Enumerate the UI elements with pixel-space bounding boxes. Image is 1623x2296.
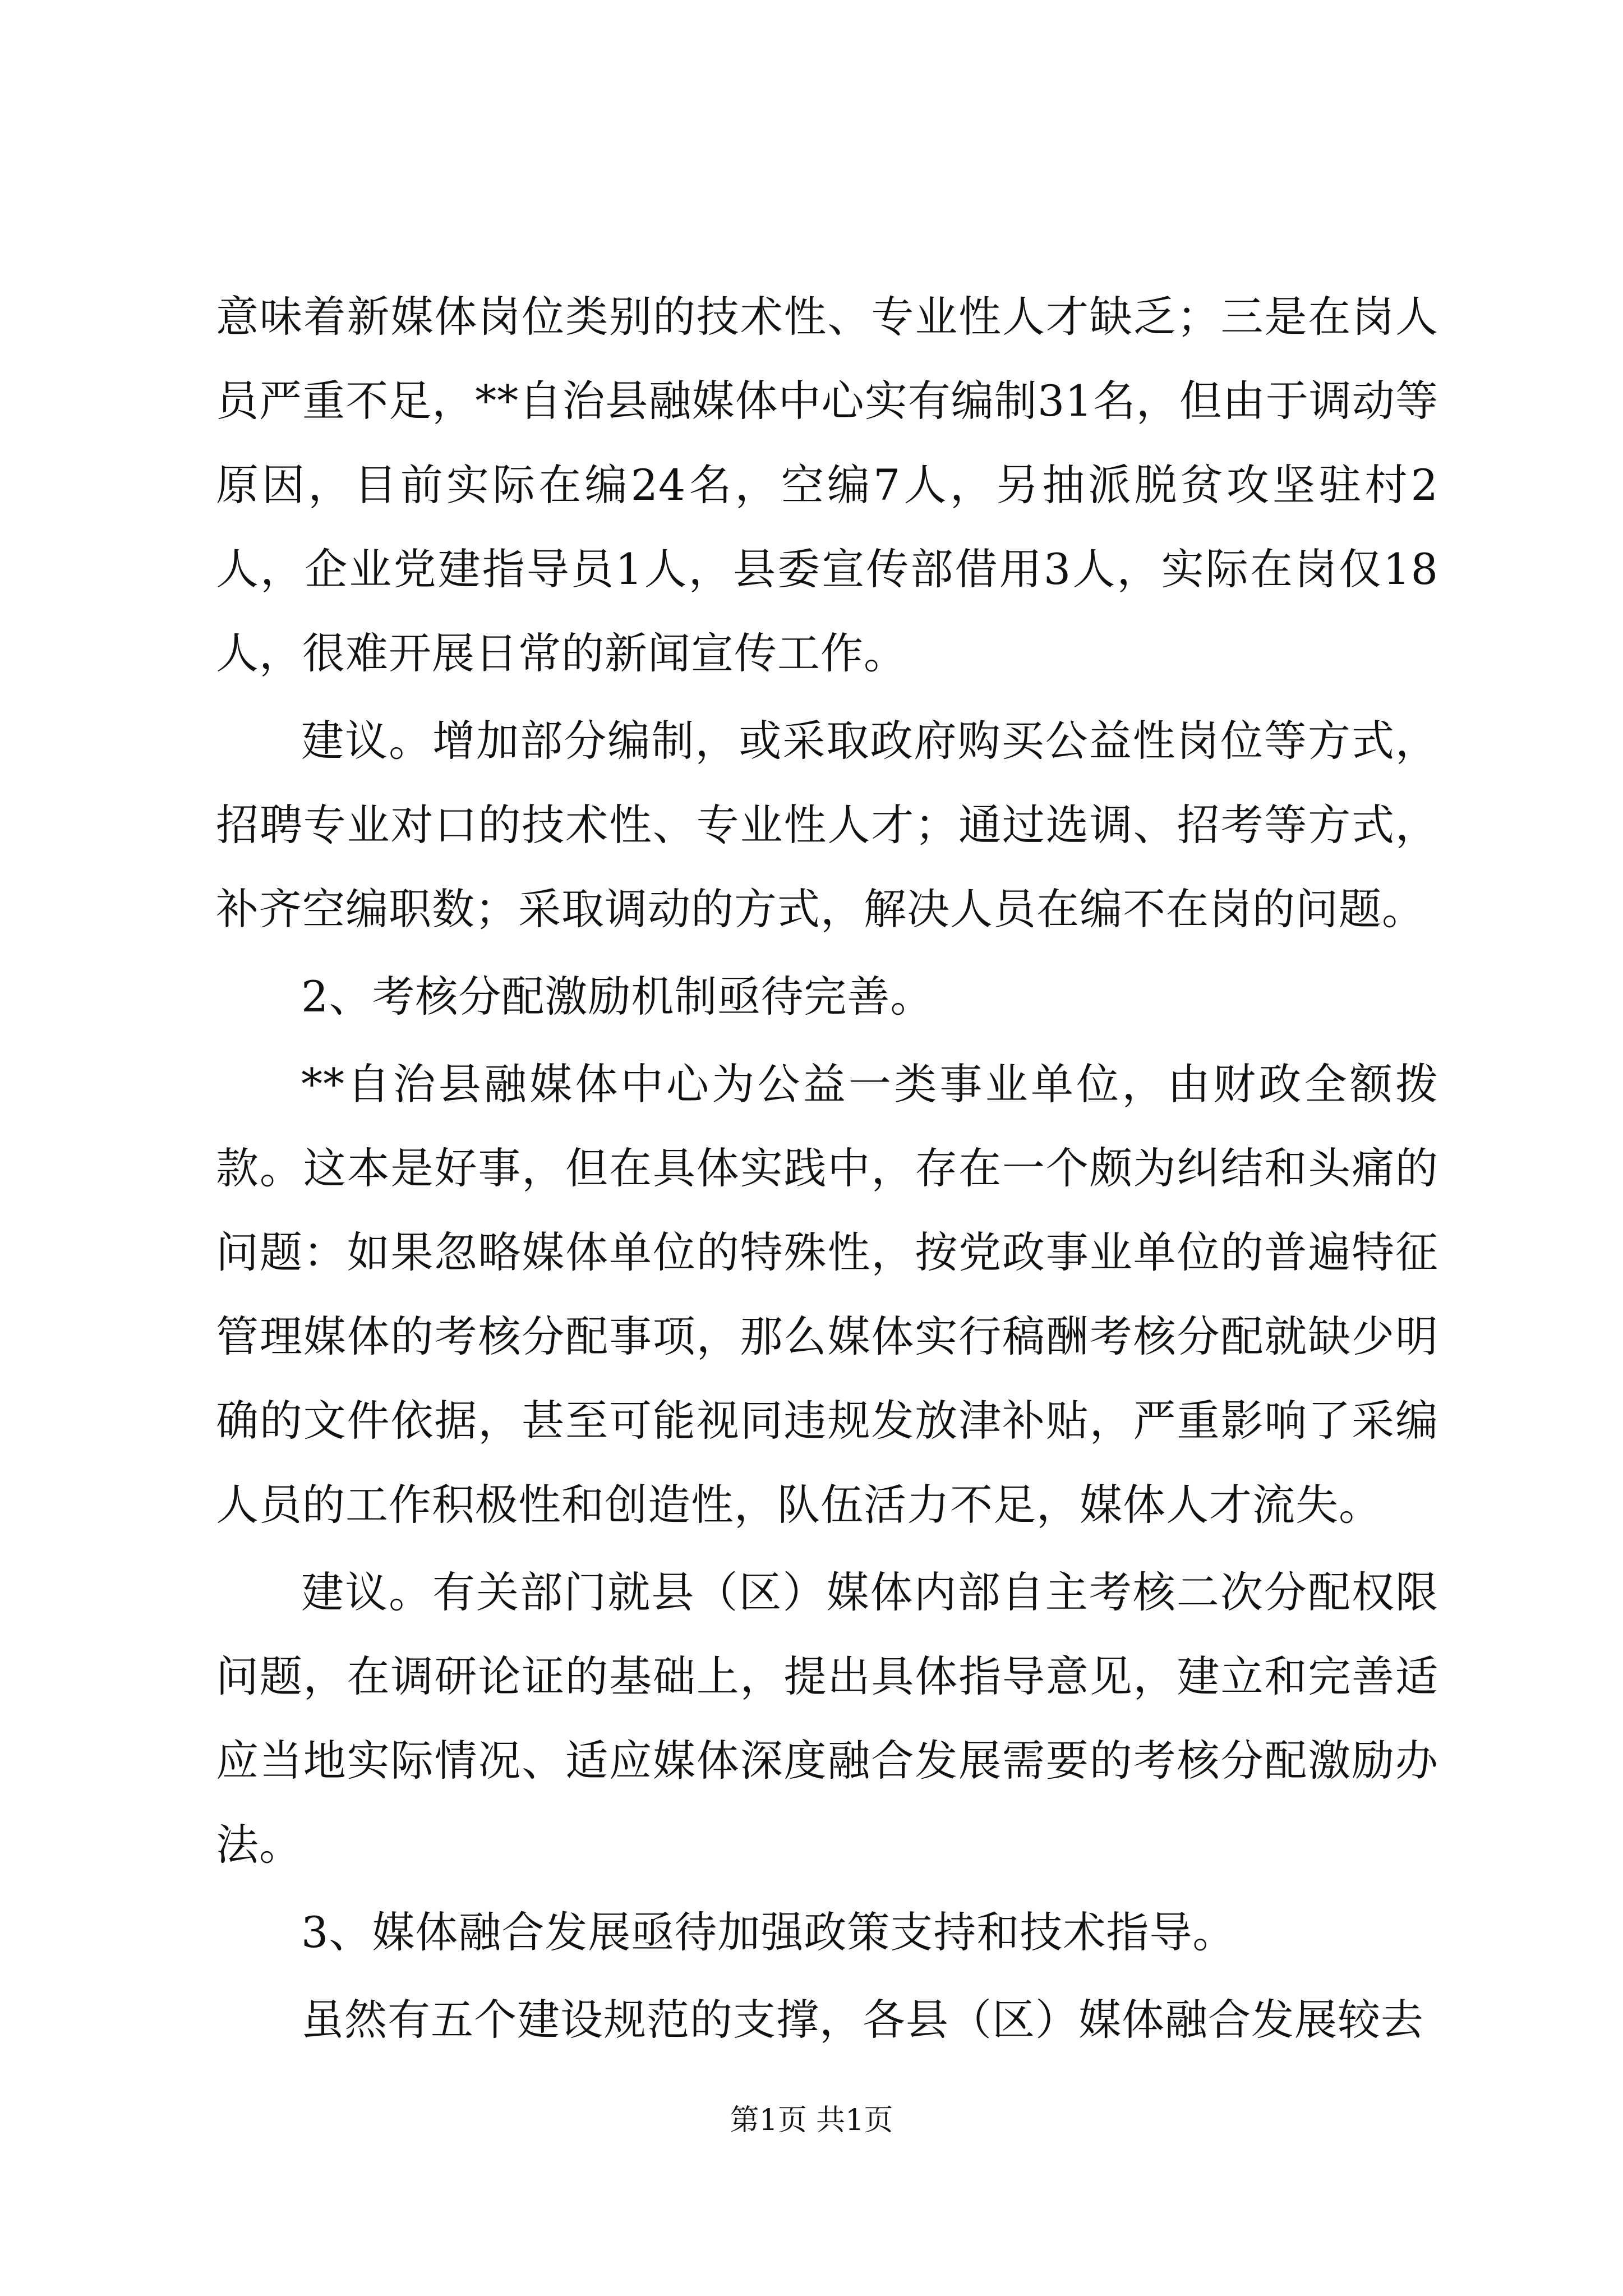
paragraph-7: 虽然有五个建设规范的支撑，各县（区）媒体融合发展较去 bbox=[301, 1995, 1424, 2045]
paragraph-5: 建议。有关部门就县（区）媒体内部自主考核二次分配权限问题，在调研论证的基础上，提出具体指导意见，建立和完善适应当地实际情况、适应媒体深度融合发展需要的考核分配激励办法。 bbox=[216, 1567, 1438, 1870]
paragraph-2: 建议。增加部分编制，或采取政府购买公益性岗位等方式，招聘专业对口的技术性、专业性人才；通过选调、招考等方式，补齐空编职数；采取调动的方式，解决人员在编不在岗的问题。 bbox=[216, 716, 1438, 934]
page-footer: 第1页 共1页 bbox=[730, 2104, 893, 2137]
paragraph-3-heading: 2、考核分配激励机制亟待完善。 bbox=[301, 972, 934, 1022]
paragraph-4: **自治县融媒体中心为公益一类事业单位，由财政全额拨款。这本是好事，但在具体实践中，存在一个颇为纠结和头痛的问题：如果忽略媒体单位的特殊性，按党政事业单位的普遍特征管理媒体的考核分配事项，那么媒体实行稿酬考核分配就缺少明确的文件依据，甚至可能视同违规发放津补贴，严重影响了采编人员的工作积极性和创造性，队伍活力不足，媒体人才流失。 bbox=[216, 1059, 1438, 1530]
paragraph-6-heading: 3、媒体融合发展亟待加强政策支持和技术指导。 bbox=[301, 1907, 1236, 1957]
document-body bbox=[216, 275, 1438, 2065]
paragraph-1: 意味着新媒体岗位类别的技术性、专业性人才缺乏；三是在岗人员严重不足，**自治县融媒体中心实有编制31名，但由于调动等原因，目前实际在编24名，空编7人，另抽派脱贫攻坚驻村2人，企业党建指导员1人，县委宣传部借用3人，实际在岗仅18人，很难开展日常的新闻宣传工作。 bbox=[216, 292, 1438, 678]
